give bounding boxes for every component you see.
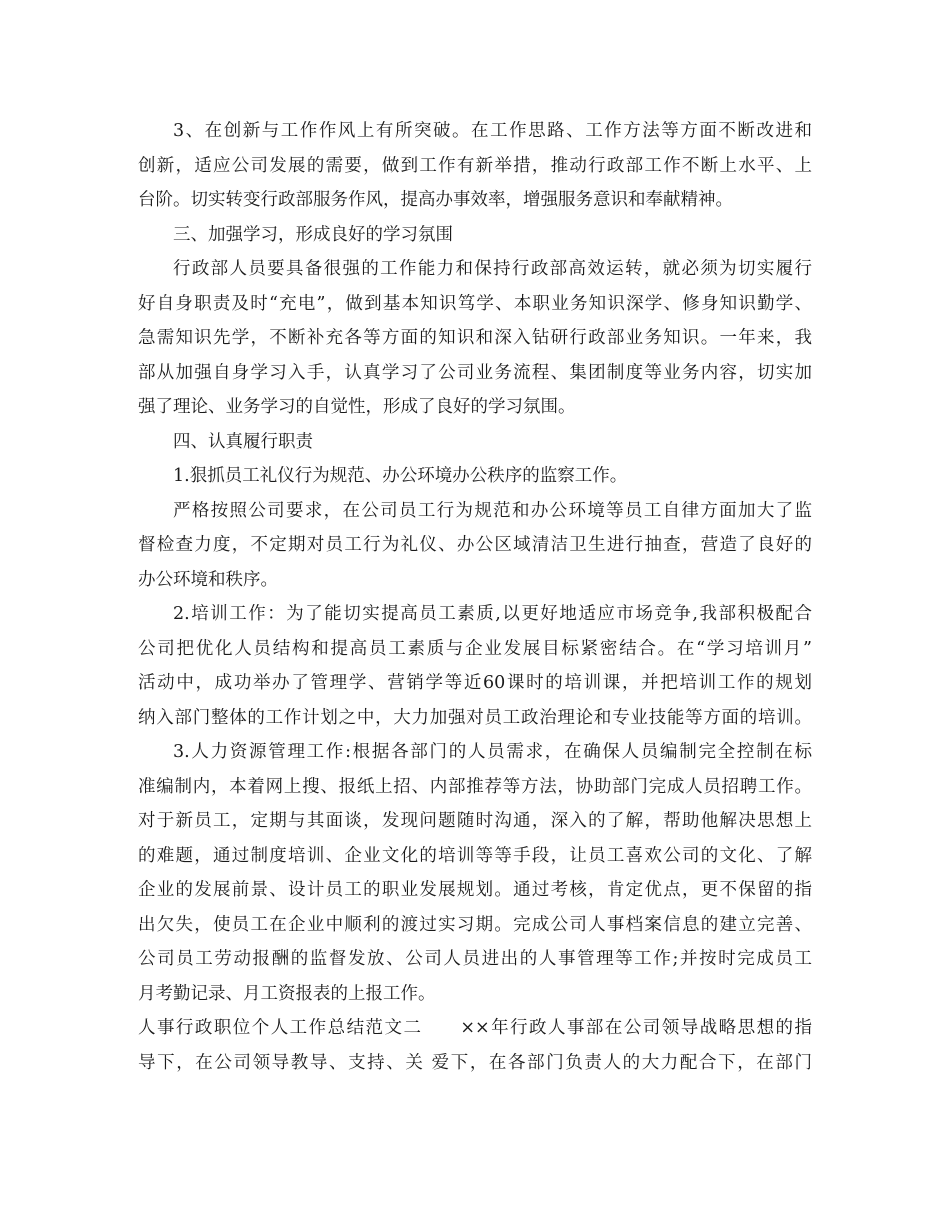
paragraph-line: 活动中，成功举办了管理学、营销学等近60课时的培训课，并把培训工作的规划	[138, 673, 812, 693]
subsection-heading: 1.狠抓员工礼仪行为规范、办公环境办公秩序的监察工作。	[173, 466, 628, 486]
body-text	[138, 114, 812, 1080]
paragraph-line: 企业的发展前景、设计员工的职业发展规划。通过考核，肯定优点，更不保留的指	[138, 880, 812, 900]
paragraph-line: 公司把优化人员结构和提高员工素质与企业发展目标紧密结合。在“学习培训月”	[138, 638, 812, 659]
paragraph-line: 办公环境和秩序。	[138, 569, 278, 590]
paragraph-line: 人事行政职位个人工作总结范文二 ××年行政人事部在公司领导战略思想的指	[138, 1018, 812, 1038]
paragraph-line: 部从加强自身学习入手，认真学习了公司业务流程、集团制度等业务内容，切实加	[138, 362, 812, 383]
paragraph-line: 3.人力资源管理工作:根据各部门的人员需求，在确保人员编制完全控制在标	[173, 742, 812, 762]
paragraph-line: 3、在创新与工作作风上有所突破。在工作思路、工作方法等方面不断改进和	[173, 121, 812, 141]
paragraph-line: 2.培训工作：为了能切实提高员工素质,以更好地适应市场竞争,我部积极配合	[173, 604, 812, 624]
paragraph-line: 导下，在公司领导教导、支持、关 爱下，在各部门负责人的大力配合下，在部门	[138, 1052, 812, 1073]
paragraph-line: 急需知识先学，不断补充各等方面的知识和深入钻研行政部业务知识。一年来，我	[138, 328, 812, 348]
section-heading: 四、认真履行职责	[173, 431, 313, 452]
paragraph-line: 行政部人员要具备很强的工作能力和保持行政部高效运转，就必须为切实履行	[173, 259, 812, 279]
paragraph-line: 台阶。切实转变行政部服务作风，提高办事效率，增强服务意识和奉献精神。	[138, 190, 733, 210]
paragraph-line: 好自身职责及时“充电”，做到基本知识笃学、本职业务知识深学、修身知识勤学、	[138, 293, 812, 314]
paragraph-line: 严格按照公司要求，在公司员工行为规范和办公环境等员工自律方面加大了监	[173, 500, 812, 521]
paragraph-line: 月考勤记录、月工资报表的上报工作。	[138, 983, 436, 1004]
paragraph-line: 纳入部门整体的工作计划之中，大力加强对员工政治理论和专业技能等方面的培训。	[138, 707, 812, 728]
section-heading: 三、加强学习，形成良好的学习氛围	[173, 224, 453, 245]
paragraph-line: 公司员工劳动报酬的监督发放、公司人员进出的人事管理等工作;并按时完成员工	[138, 949, 812, 969]
paragraph-line: 督检查力度，不定期对员工行为礼仪、办公区域清洁卫生进行抽查，营造了良好的	[138, 535, 812, 555]
paragraph-line: 准编制内，本着网上搜、报纸上招、内部推荐等方法，协助部门完成人员招聘工作。	[138, 776, 812, 797]
paragraph-line: 出欠失，使员工在企业中顺利的渡过实习期。完成公司人事档案信息的建立完善、	[138, 914, 812, 935]
paragraph-line: 对于新员工，定期与其面谈，发现问题随时沟通，深入的了解，帮助他解决思想上	[138, 811, 812, 831]
paragraph-line: 的难题，通过制度培训、企业文化的培训等等手段，让员工喜欢公司的文化、了解	[138, 845, 812, 866]
paragraph-line: 创新，适应公司发展的需要，做到工作有新举措，推动行政部工作不断上水平、上	[138, 155, 812, 176]
paragraph-line: 强了理论、业务学习的自觉性，形成了良好的学习氛围。	[138, 397, 576, 417]
